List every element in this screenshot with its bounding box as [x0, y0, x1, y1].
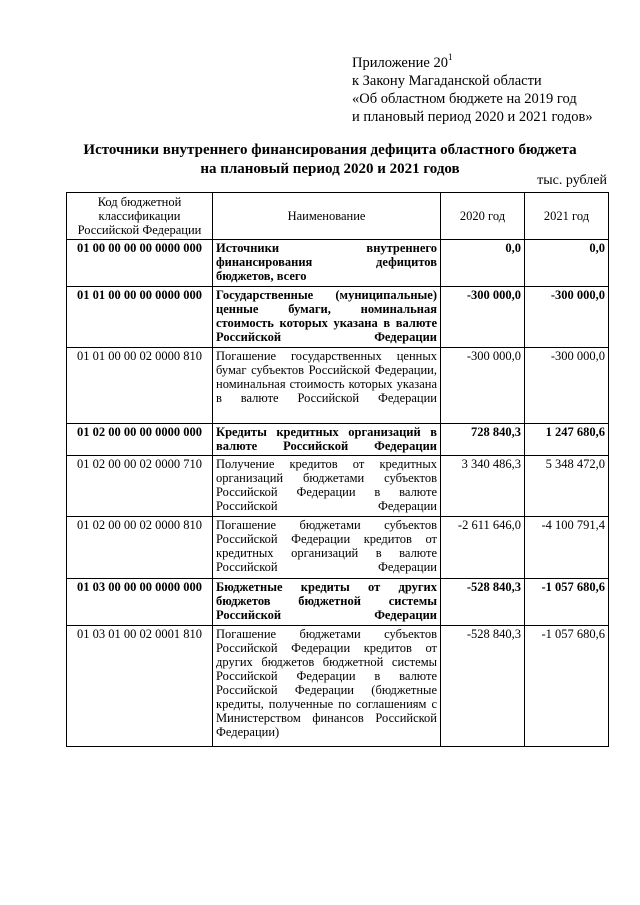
row-code: 01 02 00 00 02 0000 710: [67, 456, 213, 517]
row-name: Бюджетные кредиты от других бюджетов бюджетной системы Российской Федерации: [213, 579, 441, 626]
row-value-2021: -1 057 680,6: [525, 626, 609, 747]
row-value-2020: 3 340 486,3: [441, 456, 525, 517]
row-code: 01 03 01 00 02 0001 810: [67, 626, 213, 747]
row-value-2020: -528 840,3: [441, 579, 525, 626]
row-value-2020: -300 000,0: [441, 348, 525, 424]
units-label: тыс. рублей: [537, 173, 607, 188]
appendix-line: к Закону Магаданской области: [352, 73, 542, 89]
table-row: [67, 240, 609, 287]
row-code: 01 00 00 00 00 0000 000: [67, 240, 213, 287]
row-value-2020: -528 840,3: [441, 626, 525, 747]
table-row: [67, 626, 609, 747]
appendix-line: «Об областном бюджете на 2019 год: [352, 91, 577, 107]
row-code: 01 02 00 00 00 0000 000: [67, 424, 213, 456]
financing-sources-table: [66, 192, 609, 747]
table-row: [67, 424, 609, 456]
row-code: 01 02 00 00 02 0000 810: [67, 517, 213, 579]
appendix-line: и плановый период 2020 и 2021 годов»: [352, 109, 593, 125]
row-code: 01 01 00 00 02 0000 810: [67, 348, 213, 424]
row-value-2021: -1 057 680,6: [525, 579, 609, 626]
table-row: [67, 579, 609, 626]
header-2021: 2021 год: [525, 193, 609, 240]
document-title: [60, 141, 600, 179]
row-value-2020: 728 840,3: [441, 424, 525, 456]
appendix-header: [352, 48, 593, 126]
row-name: Кредиты кредитных организаций в валюте Российской Федерации: [213, 424, 441, 456]
appendix-superscript: 1: [447, 52, 453, 62]
row-name: Получение кредитов от кредитных организаций бюджетами субъектов Российской Федерации в валюте Российской Федерации: [213, 456, 441, 517]
row-value-2020: -300 000,0: [441, 287, 525, 348]
header-2020: 2020 год: [441, 193, 525, 240]
row-value-2020: -2 611 646,0: [441, 517, 525, 579]
table-row: [67, 517, 609, 579]
row-value-2020: 0,0: [441, 240, 525, 287]
row-value-2021: 1 247 680,6: [525, 424, 609, 456]
title-line-1: Источники внутреннего финансирования дефицита областного бюджета: [83, 142, 577, 158]
row-value-2021: -300 000,0: [525, 348, 609, 424]
row-value-2021: -4 100 791,4: [525, 517, 609, 579]
table-row: [67, 287, 609, 348]
header-name: Наименование: [213, 193, 441, 240]
row-name: Источники внутреннего финансирования дефицитов бюджетов, всего: [213, 240, 441, 287]
row-name: Государственные (муниципальные) ценные бумаги, номинальная стоимость которых указана в валюте Российской Федерации: [213, 287, 441, 348]
header-code: Код бюджетной классификации Российской Федерации: [67, 193, 213, 240]
appendix-title: [352, 48, 593, 72]
row-name: Погашение бюджетами субъектов Российской Федерации кредитов от других бюджетов бюджетной системы Российской Федерации в валюте Российской Федерации (бюджетные кредиты, полученные по соглашениям с Министерством финансов Российской Федерации): [213, 626, 441, 747]
title-line-2: на плановый период 2020 и 2021 годов: [200, 161, 460, 177]
row-value-2021: 0,0: [525, 240, 609, 287]
table-header-row: [67, 193, 609, 240]
row-code: 01 03 00 00 00 0000 000: [67, 579, 213, 626]
appendix-title-text: Приложение 20: [352, 55, 448, 71]
row-code: 01 01 00 00 00 0000 000: [67, 287, 213, 348]
table-row: [67, 456, 609, 517]
row-name: Погашение бюджетами субъектов Российской Федерации кредитов от кредитных организаций в валюте Российской Федерации: [213, 517, 441, 579]
row-name: Погашение государственных ценных бумаг субъектов Российской Федерации, номинальная стоимость которых указана в валюте Российской Федерации: [213, 348, 441, 424]
row-value-2021: 5 348 472,0: [525, 456, 609, 517]
row-value-2021: -300 000,0: [525, 287, 609, 348]
table-row: [67, 348, 609, 424]
